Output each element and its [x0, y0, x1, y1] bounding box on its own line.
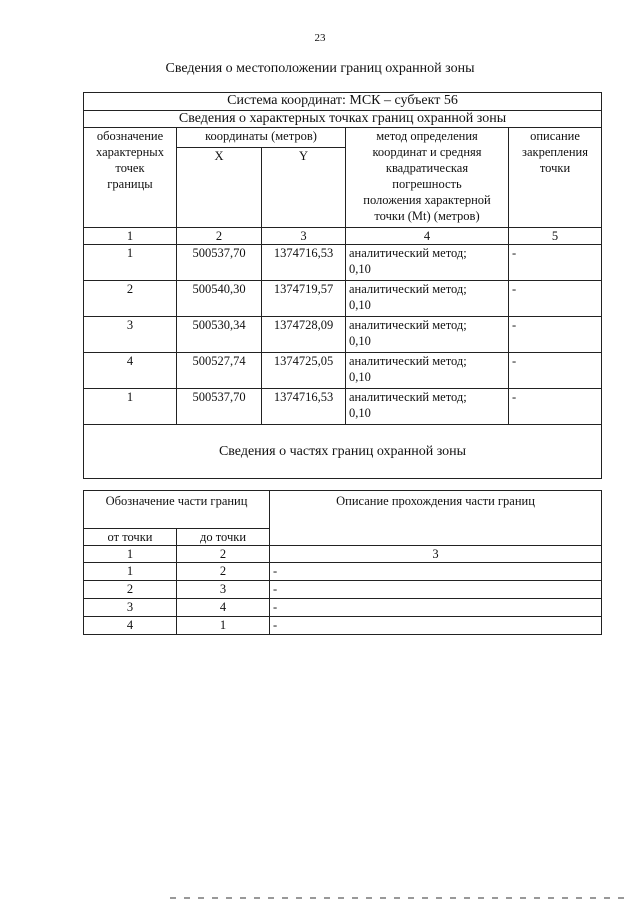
document-title: Сведения о местоположении границ охранной зоны: [165, 61, 475, 76]
table-row: [84, 599, 602, 617]
method-cell: аналитический метод; 0,10: [346, 245, 509, 281]
x-coordinate: 500537,70: [177, 245, 262, 281]
fixing-description: -: [509, 245, 602, 281]
part-description: -: [270, 617, 602, 635]
boundary-parts-table: [83, 490, 602, 635]
method-cell: аналитический метод; 0,10: [346, 353, 509, 389]
column-number: 2: [177, 546, 270, 563]
point-id: 1: [84, 245, 177, 281]
points-subtitle-row: [84, 111, 602, 128]
method-cell: аналитический метод; 0,10: [346, 389, 509, 425]
y-coordinate: 1374725,05: [262, 353, 346, 389]
point-id: 3: [84, 317, 177, 353]
column-number: 4: [346, 228, 509, 245]
fixing-description: -: [509, 281, 602, 317]
page-number: 23: [314, 32, 326, 44]
column-number: 3: [270, 546, 602, 563]
part-description: -: [270, 581, 602, 599]
from-point: 3: [84, 599, 177, 617]
column-number: 5: [509, 228, 602, 245]
part-description: -: [270, 599, 602, 617]
x-coordinate: 500530,34: [177, 317, 262, 353]
from-point: 1: [84, 563, 177, 581]
parts-description-header: Описание прохождения части границ: [270, 491, 602, 546]
x-coordinate: 500540,30: [177, 281, 262, 317]
column-number: 1: [84, 228, 177, 245]
point-id: 4: [84, 353, 177, 389]
column-number: 3: [262, 228, 346, 245]
scan-artifact-line: [170, 897, 630, 899]
to-point-header: до точки: [177, 529, 270, 546]
boundary-points-table: [83, 92, 602, 479]
to-point: 3: [177, 581, 270, 599]
method-cell: аналитический метод; 0,10: [346, 281, 509, 317]
header-point-designation: обозначение характерных точек границы: [84, 128, 177, 228]
table-row: [84, 281, 602, 317]
to-point: 1: [177, 617, 270, 635]
from-point: 4: [84, 617, 177, 635]
parts-section-title: Сведения о частях границ охранной зоны: [84, 425, 602, 479]
header-x: X: [177, 148, 262, 228]
table-row: [84, 389, 602, 425]
coordinate-system-row: [84, 93, 602, 111]
parts-number-row: [84, 546, 602, 563]
fixing-description: -: [509, 317, 602, 353]
point-id: 1: [84, 389, 177, 425]
x-coordinate: 500537,70: [177, 389, 262, 425]
table-row: [84, 581, 602, 599]
table-row: [84, 353, 602, 389]
y-coordinate: 1374716,53: [262, 245, 346, 281]
to-point: 2: [177, 563, 270, 581]
part-description: -: [270, 563, 602, 581]
column-number: 1: [84, 546, 177, 563]
to-point: 4: [177, 599, 270, 617]
parts-header-row: [84, 491, 602, 529]
table-row: [84, 617, 602, 635]
y-coordinate: 1374719,57: [262, 281, 346, 317]
fixing-description: -: [509, 353, 602, 389]
fixing-description: -: [509, 389, 602, 425]
header-method: метод определения координат и средняя квадратическая погрешность положения характерной точки (Mt) (метров): [346, 128, 509, 228]
header-coordinates: координаты (метров): [177, 128, 346, 148]
x-coordinate: 500527,74: [177, 353, 262, 389]
coordinate-system: Система координат: МСК – субъект 56: [84, 93, 602, 111]
from-point: 2: [84, 581, 177, 599]
table-row: [84, 317, 602, 353]
from-point-header: от точки: [84, 529, 177, 546]
column-number-row: [84, 228, 602, 245]
header-fixing-description: описание закрепления точки: [509, 128, 602, 228]
y-coordinate: 1374728,09: [262, 317, 346, 353]
method-cell: аналитический метод; 0,10: [346, 317, 509, 353]
parts-title-row: [84, 425, 602, 479]
table-row: [84, 245, 602, 281]
points-subtitle: Сведения о характерных точках границ охранной зоны: [84, 111, 602, 128]
header-y: Y: [262, 148, 346, 228]
header-row: [84, 128, 602, 148]
column-number: 2: [177, 228, 262, 245]
point-id: 2: [84, 281, 177, 317]
y-coordinate: 1374716,53: [262, 389, 346, 425]
table-row: [84, 563, 602, 581]
parts-designation-header: Обозначение части границ: [84, 491, 270, 529]
